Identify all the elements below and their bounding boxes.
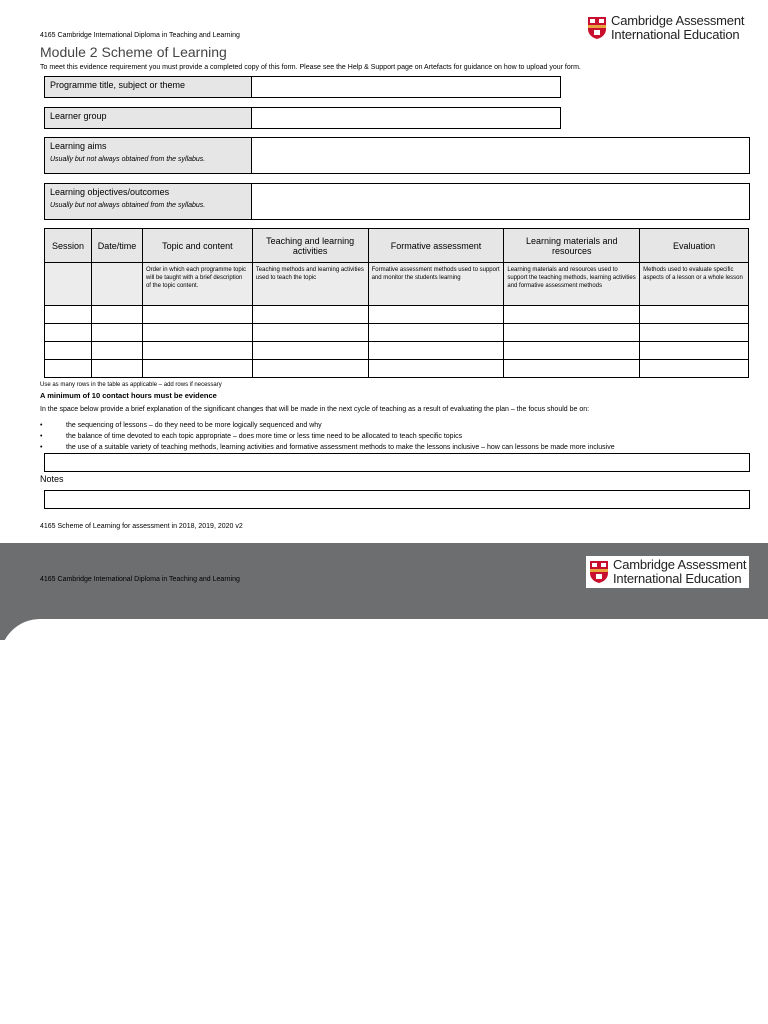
field-label-text: Learning objectives/outcomes [50,187,170,197]
list-item-text: the sequencing of lessons – do they need to be more logically sequenced and why [66,422,322,429]
field-programme-title [44,76,561,98]
field-learning-aims [44,137,750,174]
field-label [45,138,252,173]
table-cell[interactable] [504,306,640,324]
logo-line-1: Cambridge Assessment [611,13,745,28]
column-header: Formative assessment [368,229,504,263]
table-cell[interactable] [45,342,92,360]
notes-input[interactable] [44,490,750,509]
bullet-icon: • [40,444,43,451]
field-sublabel: Usually but not always obtained from the syllabus. [50,156,206,163]
table-cell[interactable] [142,360,252,378]
table-cell[interactable] [91,324,142,342]
table-cell[interactable] [368,324,504,342]
table-cell[interactable] [142,324,252,342]
learner-group-input[interactable] [252,108,560,128]
list-item [40,431,750,442]
table-cell[interactable] [45,306,92,324]
page-title: Module 2 Scheme of Learning [40,44,227,60]
table-cell[interactable] [252,360,368,378]
guidance-row [45,263,749,306]
table-row [45,324,749,342]
table-cell[interactable] [91,306,142,324]
guidance-cell [91,263,142,306]
field-sublabel: Usually but not always obtained from the syllabus. [50,202,206,209]
guidance-cell: Teaching methods and learning activities used to teach the topic [252,263,368,306]
bullet-icon: • [40,433,43,440]
guidance-cell: Formative assessment methods used to support and monitor the students learning [368,263,504,306]
bullet-icon: • [40,422,43,429]
field-label [45,184,252,219]
guidance-cell: Learning materials and resources used to support the teaching methods, learning activities and formative assessment methods [504,263,640,306]
table-header-row [45,229,749,263]
table-cell[interactable] [640,342,749,360]
column-header: Teaching and learning activities [252,229,368,263]
column-header: Topic and content [142,229,252,263]
guidance-cell [45,263,92,306]
course-code: 4165 Cambridge International Diploma in Teaching and Learning [40,32,240,39]
footer-cambridge-logo [586,556,749,588]
logo-line-1: Cambridge Assessment [613,557,747,572]
table-cell[interactable] [45,360,92,378]
learning-aims-input[interactable] [252,138,749,173]
table-cell[interactable] [640,360,749,378]
minimum-hours-note: A minimum of 10 contact hours must be evidence [40,391,217,400]
column-header: Evaluation [640,229,749,263]
explanation-input[interactable] [44,453,750,472]
table-cell[interactable] [640,324,749,342]
list-item-text: the balance of time devoted to each topic appropriate – does more time or less time need to be allocated to teach specific topics [66,433,463,440]
page-below [0,619,768,1024]
logo-line-2: International Education [613,571,742,586]
column-header: Date/time [91,229,142,263]
table-row [45,360,749,378]
logo-line-2: International Education [611,27,740,42]
shield-icon [589,560,609,584]
table-cell[interactable] [45,324,92,342]
guidance-cell: Order in which each programme topic will be taught with a brief description of the topic content. [142,263,252,306]
field-label-text: Learning aims [50,141,107,151]
table-cell[interactable] [252,342,368,360]
table-cell[interactable] [504,360,640,378]
rows-note: Use as many rows in the table as applicable – add rows if necessary [40,382,222,388]
programme-title-input[interactable] [252,77,560,97]
guidance-cell: Methods used to evaluate specific aspects of a lesson or a whole lesson [640,263,749,306]
table-cell[interactable] [368,306,504,324]
column-header: Session [45,229,92,263]
list-item [40,442,750,453]
table-cell[interactable] [504,324,640,342]
table-cell[interactable] [252,324,368,342]
table-row [45,342,749,360]
footer-course-code: 4165 Cambridge International Diploma in Teaching and Learning [40,576,240,583]
field-label: Programme title, subject or theme [45,77,252,97]
focus-list [40,420,750,453]
shield-icon [587,16,607,40]
table-cell[interactable] [368,360,504,378]
explanation-text: In the space below provide a brief explanation of the significant changes that will be made in the next cycle of teaching as a result of evaluating the plan – the focus should be on: [40,406,590,413]
table-cell[interactable] [142,342,252,360]
table-cell[interactable] [368,342,504,360]
field-label: Learner group [45,108,252,128]
learning-objectives-input[interactable] [252,184,749,219]
column-header: Learning materials and resources [504,229,640,263]
scheme-of-learning-table [44,228,749,378]
list-item [40,420,750,431]
list-item-text: the use of a suitable variety of teaching methods, learning activities and formative assessment methods to make the lessons inclusive – how can lessons be made more inclusive [66,444,615,451]
table-cell[interactable] [252,306,368,324]
field-learner-group [44,107,561,129]
table-cell[interactable] [91,360,142,378]
table-cell[interactable] [91,342,142,360]
cambridge-logo [587,14,744,42]
version-text: 4165 Scheme of Learning for assessment in 2018, 2019, 2020 v2 [40,523,243,530]
table-cell[interactable] [640,306,749,324]
field-learning-objectives [44,183,750,220]
notes-label: Notes [40,474,64,484]
table-cell[interactable] [142,306,252,324]
table-cell[interactable] [504,342,640,360]
intro-text: To meet this evidence requirement you must provide a completed copy of this form. Please see the Help & Support page on Artefacts for guidance on how to upload your form. [40,64,581,71]
table-row [45,306,749,324]
